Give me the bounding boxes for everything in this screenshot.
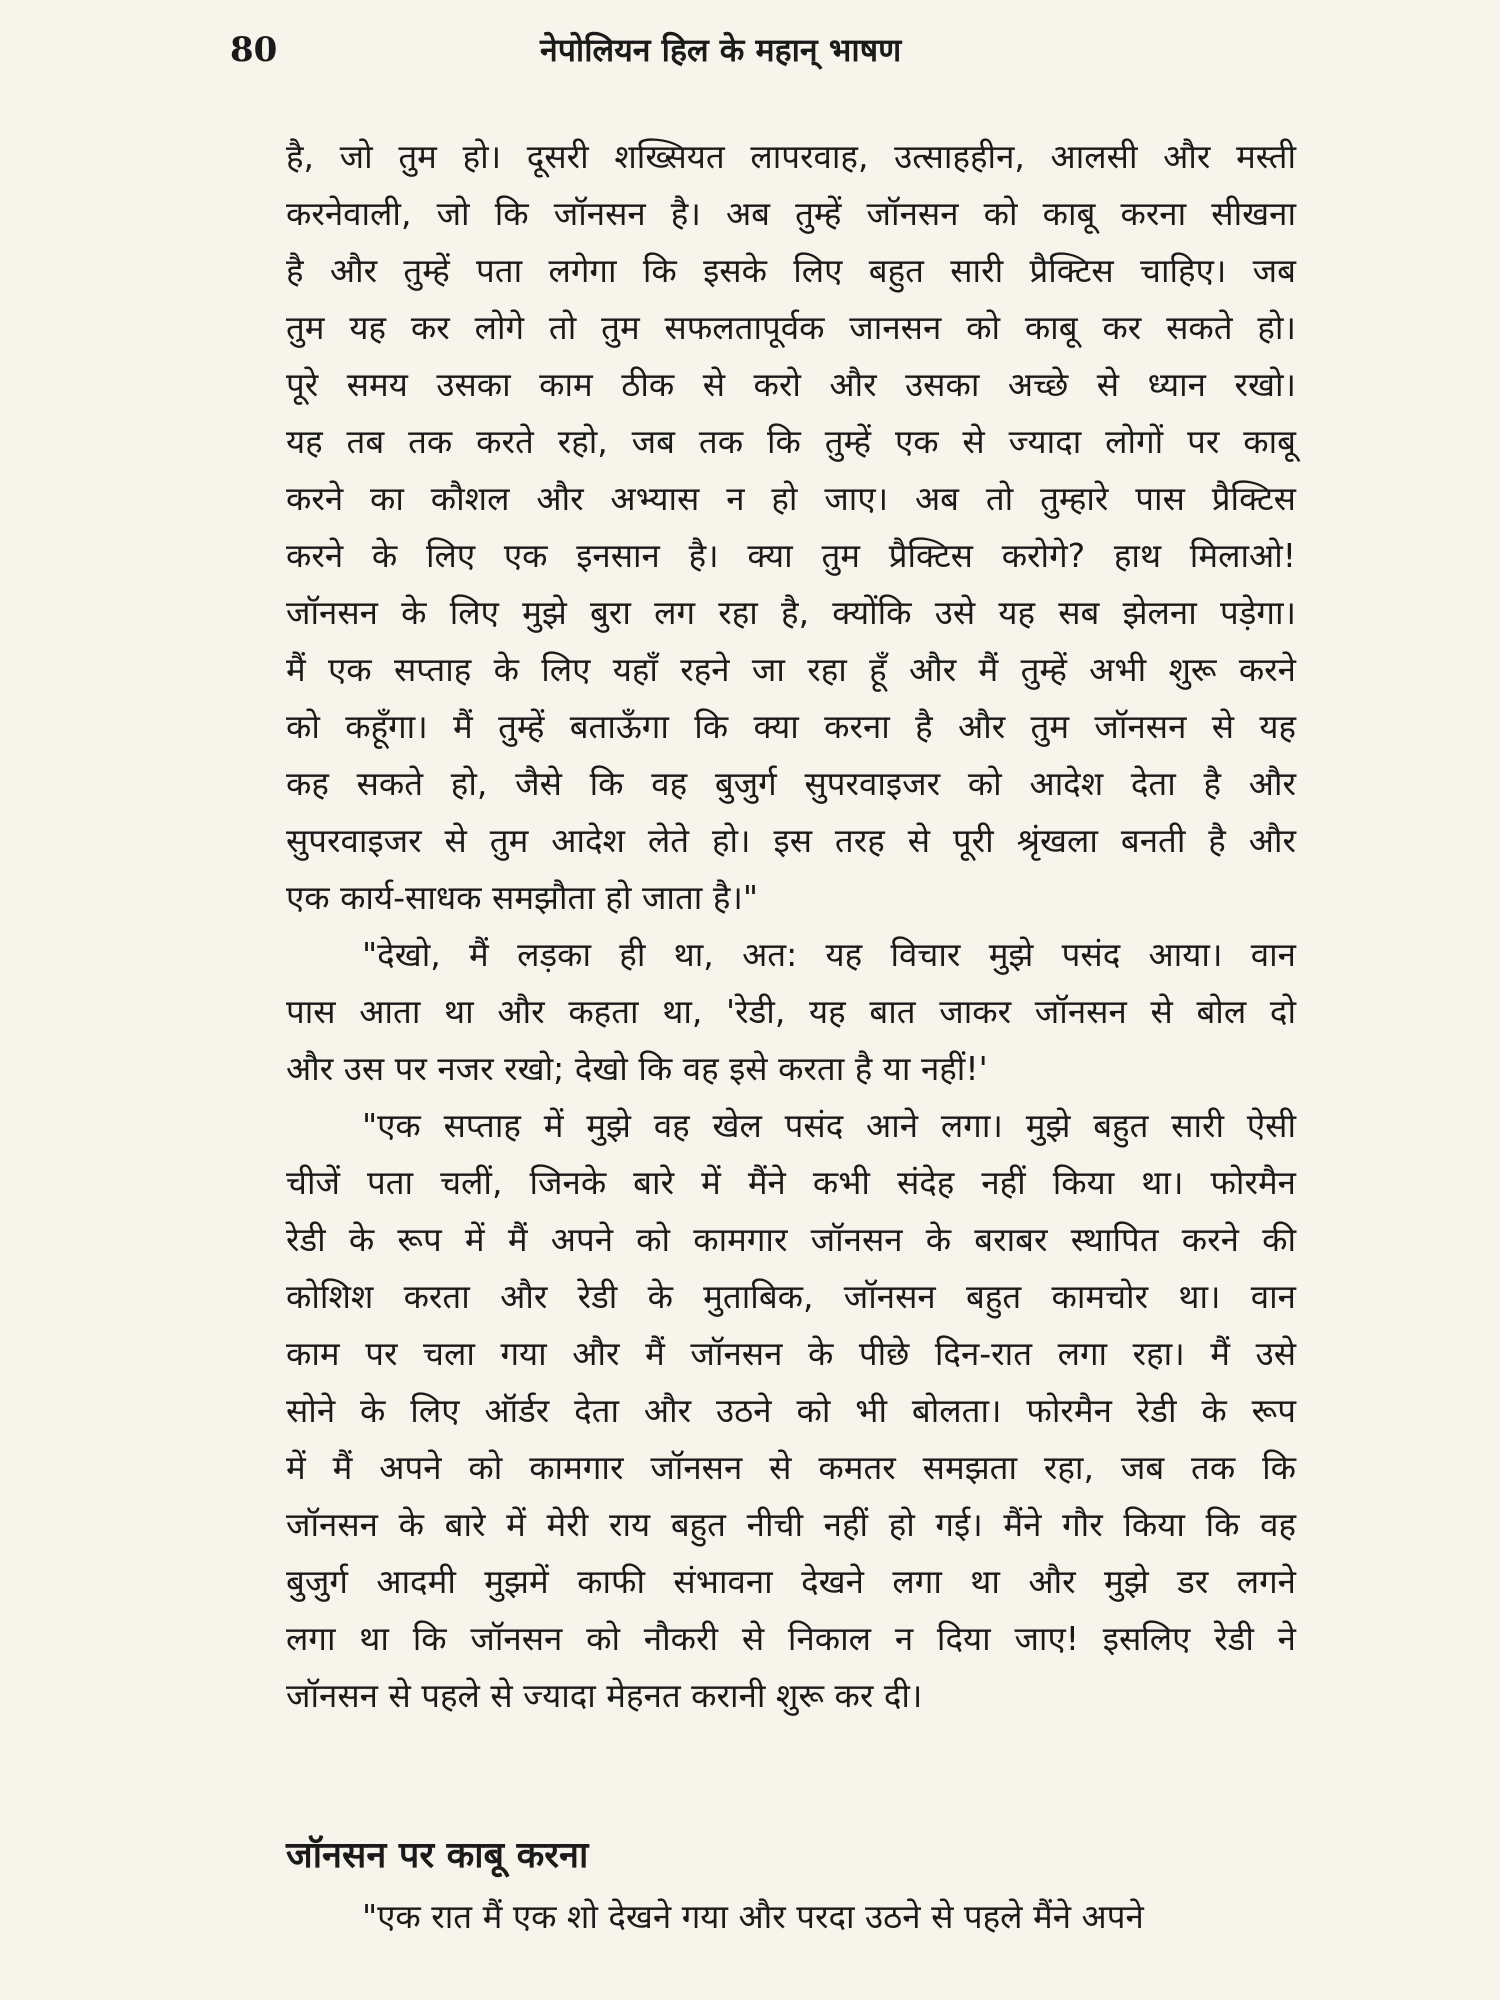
- paragraph-line: एक कार्य-साधक समझौता हो जाता है।": [286, 878, 759, 917]
- paragraph-line: सुपरवाइजर से तुम आदेश लेते हो। इस तरह से पूरी श्रृंखला बनती है और: [286, 821, 1296, 860]
- paragraph-line: कोशिश करता और रेडी के मुताबिक, जॉनसन बहुत कामचोर था। वान: [286, 1277, 1296, 1316]
- paragraph-line: बुजुर्ग आदमी मुझमें काफी संभावना देखने लगा था और मुझे डर लगने: [286, 1562, 1296, 1601]
- paragraph-line: रेडी के रूप में मैं अपने को कामगार जॉनसन के बराबर स्थापित करने की: [286, 1220, 1296, 1259]
- paragraph-line: काम पर चला गया और मैं जॉनसन के पीछे दिन-रात लगा रहा। मैं उसे: [286, 1334, 1296, 1373]
- body-text: [286, 128, 1296, 1724]
- paragraph-line: यह तब तक करते रहो, जब तक कि तुम्हें एक से ज्यादा लोगों पर काबू: [286, 422, 1296, 461]
- paragraph-line: जॉनसन से पहले से ज्यादा मेहनत करानी शुरू कर दी।: [286, 1676, 923, 1715]
- section-first-paragraph: [286, 1888, 1296, 1945]
- paragraph-line: जॉनसन के बारे में मेरी राय बहुत नीची नहीं हो गई। मैंने गौर किया कि वह: [286, 1505, 1296, 1544]
- paragraph-line: कह सकते हो, जैसे कि वह बुजुर्ग सुपरवाइजर को आदेश देता है और: [286, 764, 1296, 803]
- paragraph-line: और उस पर नजर रखो; देखो कि वह इसे करता है या नहीं!': [286, 1049, 988, 1088]
- paragraph-line: "एक सप्ताह में मुझे वह खेल पसंद आने लगा। मुझे बहुत सारी ऐसी: [362, 1106, 1296, 1145]
- paragraph-line: "एक रात मैं एक शो देखने गया और परदा उठने से पहले मैंने अपने: [362, 1897, 1144, 1936]
- paragraph-line: मैं एक सप्ताह के लिए यहाँ रहने जा रहा हूँ और मैं तुम्हें अभी शुरू करने: [286, 650, 1296, 689]
- paragraph: [286, 128, 1296, 926]
- section-heading: जॉनसन पर काबू करना: [286, 1835, 589, 1876]
- paragraph-line: को कहूँगा। मैं तुम्हें बताऊँगा कि क्या करना है और तुम जॉनसन से यह: [286, 707, 1296, 746]
- paragraph: [286, 1097, 1296, 1724]
- paragraph-line: है, जो तुम हो। दूसरी शख्सियत लापरवाह, उत्साहहीन, आलसी और मस्ती: [286, 137, 1296, 176]
- paragraph-line: में मैं अपने को कामगार जॉनसन से कमतर समझता रहा, जब तक कि: [286, 1448, 1296, 1487]
- paragraph-line: पूरे समय उसका काम ठीक से करो और उसका अच्छे से ध्यान रखो।: [286, 365, 1296, 404]
- paragraph-line: है और तुम्हें पता लगेगा कि इसके लिए बहुत सारी प्रैक्टिस चाहिए। जब: [286, 251, 1296, 290]
- paragraph-line: चीजें पता चलीं, जिनके बारे में मैंने कभी संदेह नहीं किया था। फोरमैन: [286, 1163, 1296, 1202]
- paragraph-line: जॉनसन के लिए मुझे बुरा लग रहा है, क्योंकि उसे यह सब झेलना पड़ेगा।: [286, 593, 1296, 632]
- paragraph-line: पास आता था और कहता था, 'रेडी, यह बात जाकर जॉनसन से बोल दो: [286, 992, 1296, 1031]
- paragraph-line: तुम यह कर लोगे तो तुम सफलतापूर्वक जानसन को काबू कर सकते हो।: [286, 308, 1296, 347]
- paragraph-line: लगा था कि जॉनसन को नौकरी से निकाल न दिया जाए! इसलिए रेडी ने: [286, 1619, 1296, 1658]
- paragraph-line: करने का कौशल और अभ्यास न हो जाए। अब तो तुम्हारे पास प्रैक्टिस: [286, 479, 1296, 518]
- paragraph-line: "देखो, मैं लड़का ही था, अत: यह विचार मुझे पसंद आया। वान: [362, 935, 1296, 974]
- paragraph-line: करनेवाली, जो कि जॉनसन है। अब तुम्हें जॉनसन को काबू करना सीखना: [286, 194, 1296, 233]
- page-header: [0, 30, 1500, 90]
- page-number: 80: [230, 30, 278, 70]
- paragraph-line: करने के लिए एक इनसान है। क्या तुम प्रैक्टिस करोगे? हाथ मिलाओ!: [286, 536, 1296, 575]
- paragraph-line: सोने के लिए ऑर्डर देता और उठने को भी बोलता। फोरमैन रेडी के रूप: [286, 1391, 1296, 1430]
- paragraph: [286, 926, 1296, 1097]
- running-title: नेपोलियन हिल के महान् भाषण: [540, 31, 902, 69]
